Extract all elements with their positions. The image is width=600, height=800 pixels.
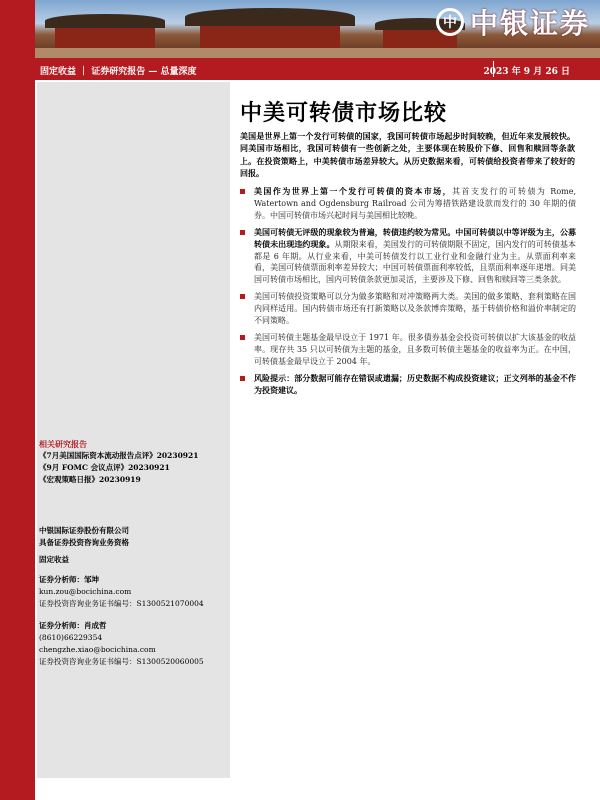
list-item xyxy=(240,332,576,368)
related-report-item[interactable]: 《9月 FOMC 会议点评》20230921 xyxy=(39,463,170,472)
related-report-item[interactable]: 《7月美国国际资本流动报告点评》20230921 xyxy=(39,451,199,460)
list-item xyxy=(240,373,576,397)
analyst-phone: (8610)66229354 xyxy=(39,633,103,642)
analyst-title: 证券分析师：肖成哲 xyxy=(39,621,107,630)
bullet-strong: 美国作为世界上第一个发行可转债的资本市场， xyxy=(254,186,453,196)
report-category: 固定收益 ｜ 证券研究报告 — 总量深度 xyxy=(40,67,197,77)
header-banner-image xyxy=(35,0,600,58)
brand xyxy=(436,2,590,42)
company-info xyxy=(39,525,129,549)
related-reports-heading: 相关研究报告 xyxy=(39,439,87,449)
bullet-text: 其首支发行的可转债为 Rome, Watertown and Ogdensburg Railroad 公司为筹措铁路建设款而发行的 30 年期的债券。中国可转债市场兴起时间与美国相比较晚。 xyxy=(254,187,577,220)
key-points-list xyxy=(240,186,576,402)
list-item xyxy=(240,227,576,287)
bullet-strong: 美国可转债无评级的现象较为普遍，转债违约较为常见。中国可转债以中等评级为主，公募转债未出现违约现象。 xyxy=(254,226,576,249)
bullet-text: 美国可转债投资策略可以分为做多策略和对冲策略两大类。美国的做多策略、套利策略在国内同样适用。国内转债市场还有打新策略以及条款博弈策略，基于转债价格和溢价率制定的不同策略。 xyxy=(254,292,576,326)
boc-logo-icon: 中 xyxy=(436,8,464,36)
company-qualification: 具备证券投资咨询业务资格 xyxy=(39,538,129,547)
analyst-cert: 证券投资咨询业务证书编号：S1300520060005 xyxy=(39,657,204,666)
bullet-square-icon xyxy=(240,230,245,235)
header-bar xyxy=(35,58,600,80)
bullet-text: 美国可转债主题基金最早设立于 1971 年。很多債券基金会投资可转债以扩大该基金的收益率。现存共 35 只以可转债为主题的基金，且多数可转债主题基金的收益率为正。在中国，可转债基金最早设立于 2004 年。 xyxy=(254,332,576,366)
list-item xyxy=(240,291,576,327)
report-title: 中美可转债市场比较 xyxy=(240,100,448,126)
sidebar xyxy=(37,82,230,778)
sidebar-category xyxy=(39,554,69,566)
list-item xyxy=(240,186,576,222)
sidebar-category-label: 固定收益 xyxy=(39,555,69,564)
analyst-cert: 证券投资咨询业务证书编号：S1300521070004 xyxy=(39,599,204,608)
bullet-square-icon xyxy=(240,189,245,194)
related-reports xyxy=(39,438,198,486)
report-summary: 美国是世界上第一个发行可转债的国家，我国可转债市场起步时间较晚，但近年来发展较快。同美国市场相比，我国可转债有一些创新之处，主要体现在转股价下修、回售和赎回等条款上。在投资策略上，中美转债市场差异较大。从历史数据来看，可转债给投资者带来了较好的回报。 xyxy=(240,131,575,178)
analyst-title: 证券分析师：邹坤 xyxy=(39,575,99,584)
bullet-square-icon xyxy=(240,335,245,340)
left-red-strip xyxy=(0,0,35,800)
analyst-1 xyxy=(39,574,204,610)
report-date: 2023 年 9 月 26 日 xyxy=(483,67,570,77)
company-name: 中银国际证券股份有限公司 xyxy=(39,526,129,535)
bullet-strong: 风险提示：部分数据可能存在错误或遗漏；历史数据不构成投资建议；正文列举的基金不作为投资建议。 xyxy=(254,372,576,395)
analyst-email[interactable]: kun.zou@bocichina.com xyxy=(39,587,132,596)
analyst-2 xyxy=(39,620,204,668)
related-report-item[interactable]: 《宏观策略日报》20230919 xyxy=(39,475,141,484)
bullet-square-icon xyxy=(240,294,245,299)
brand-name: 中银证券 xyxy=(469,7,590,40)
bullet-square-icon xyxy=(240,376,245,381)
bullet-text: 从期限来看，美国发行的可转债期限不固定，国内发行的可转债基本都是 6 年期。从行业来看，中美可转债发行以工业行业和金融行业为主。从票面利率来看，美国可转债票面利率差异较大；中国可转债票面利率较低，且票面利率逐年递增。同美国可转债市场相比，国内可转债条款更加灵活，主要涉及下修、回售和赎回等三类条款。 xyxy=(254,239,576,285)
analyst-email[interactable]: chengzhe.xiao@bocichina.com xyxy=(39,645,156,654)
